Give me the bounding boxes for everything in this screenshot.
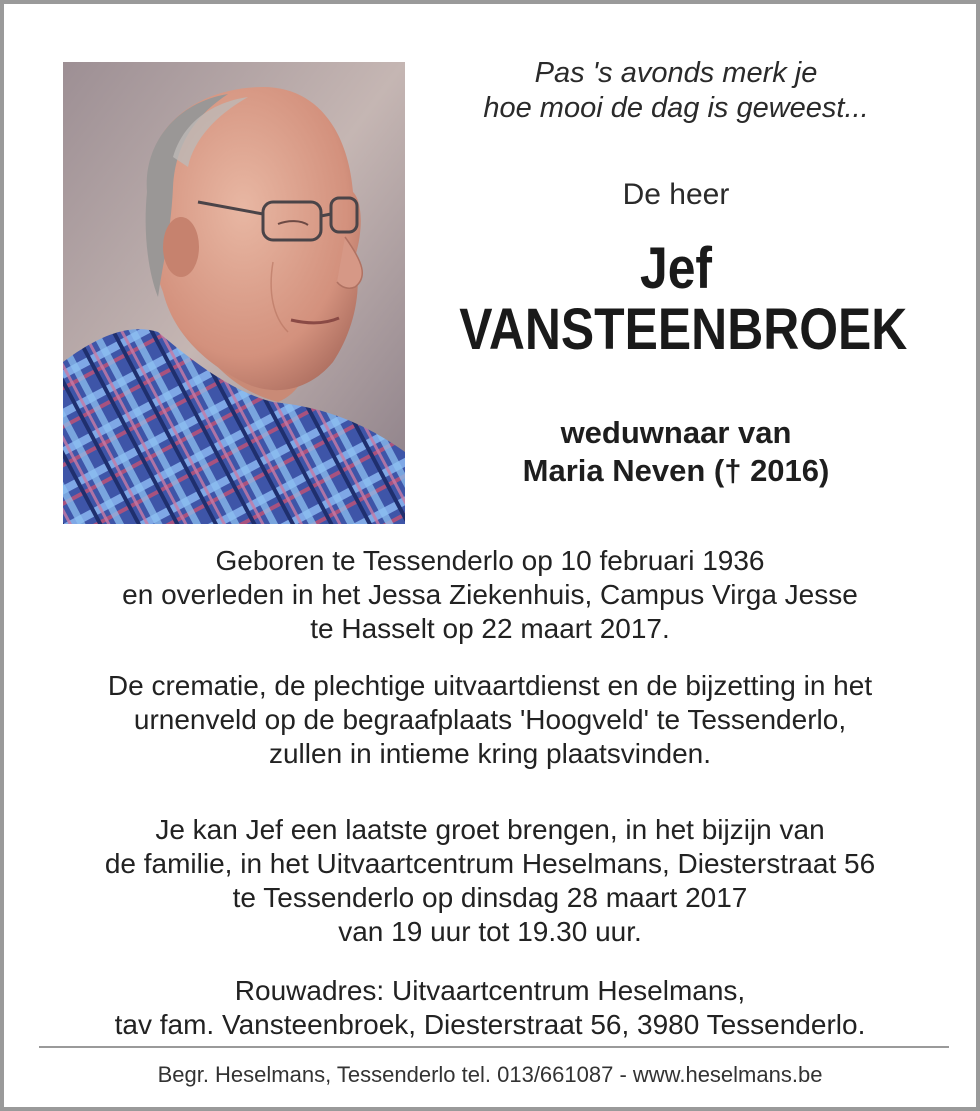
honorific: De heer <box>622 178 730 211</box>
birth-death-paragraph <box>24 544 956 646</box>
visitation-paragraph <box>24 813 956 949</box>
text-line: Je kan Jef een laatste groet brengen, in het bijzijn van <box>155 814 825 845</box>
text-line: en overleden in het Jessa Ziekenhuis, Campus Virga Jesse <box>122 579 858 610</box>
first-name: Jef <box>639 236 713 301</box>
mourning-address <box>24 974 956 1042</box>
poem-line: hoe mooi de dag is geweest... <box>483 92 869 124</box>
text-line: tav fam. Vansteenbroek, Diesterstraat 56, 3980 Tessenderlo. <box>114 1009 866 1040</box>
header-block <box>424 56 928 490</box>
text-line: van 19 uur tot 19.30 uur. <box>338 916 642 947</box>
text-line: De crematie, de plechtige uitvaartdienst en de bijzetting in het <box>107 670 873 701</box>
funeral-home-footer: Begr. Heselmans, Tessenderlo tel. 013/661087 - www.heselmans.be <box>157 1062 823 1087</box>
portrait-photo <box>63 62 405 524</box>
ceremony-paragraph <box>24 669 956 771</box>
text-line: de familie, in het Uitvaartcentrum Heselmans, Diesterstraat 56 <box>104 848 876 879</box>
poem-line: Pas 's avonds merk je <box>534 57 818 89</box>
spouse-name: Maria Neven († 2016) <box>522 453 830 488</box>
text-line: Geboren te Tessenderlo op 10 februari 1936 <box>215 545 765 576</box>
text-line: urnenveld op de begraafplaats 'Hoogveld' te Tessenderlo, <box>133 704 847 735</box>
text-line: te Hasselt op 22 maart 2017. <box>310 613 670 644</box>
last-name: VANSTEENBROEK <box>459 297 908 362</box>
portrait-illustration <box>63 62 405 524</box>
footer-divider <box>39 1046 949 1048</box>
text-line: te Tessenderlo op dinsdag 28 maart 2017 <box>232 882 748 913</box>
text-line: Rouwadres: Uitvaartcentrum Heselmans, <box>234 975 746 1006</box>
text-line: zullen in intieme kring plaatsvinden. <box>268 738 712 769</box>
spouse-info <box>424 414 928 490</box>
spouse-relation: weduwnaar van <box>560 415 792 450</box>
poem-quote <box>424 56 928 126</box>
